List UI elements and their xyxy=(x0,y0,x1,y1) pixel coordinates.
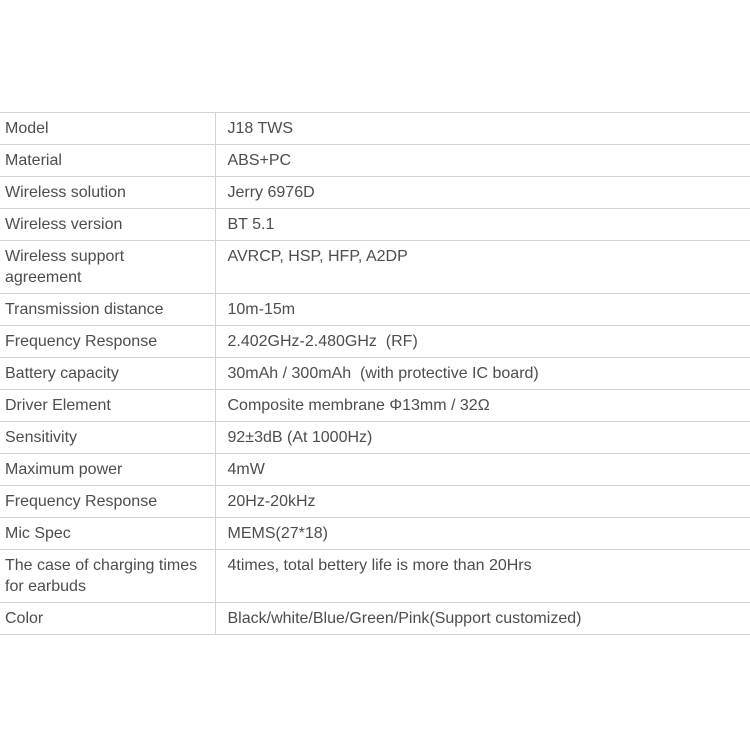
spec-label-cell: Model xyxy=(0,113,215,145)
spec-value-cell: Jerry 6976D xyxy=(215,177,750,209)
spec-label-cell: Maximum power xyxy=(0,454,215,486)
spec-value-cell: Black/white/Blue/Green/Pink(Support customized) xyxy=(215,603,750,635)
table-row xyxy=(0,113,750,145)
table-row xyxy=(0,241,750,294)
spec-table xyxy=(0,112,750,635)
spec-value-cell: 4mW xyxy=(215,454,750,486)
spec-table-body xyxy=(0,113,750,635)
spec-label-cell: Sensitivity xyxy=(0,422,215,454)
spec-label-cell: Color xyxy=(0,603,215,635)
spec-label-cell: Frequency Response xyxy=(0,486,215,518)
table-row xyxy=(0,486,750,518)
spec-label-cell: The case of charging times for earbuds xyxy=(0,550,215,603)
table-row xyxy=(0,603,750,635)
spec-label-cell: Wireless version xyxy=(0,209,215,241)
spec-value-cell: 30mAh / 300mAh (with protective IC board) xyxy=(215,358,750,390)
table-row xyxy=(0,518,750,550)
spec-label-cell: Driver Element xyxy=(0,390,215,422)
spec-value-cell: BT 5.1 xyxy=(215,209,750,241)
table-row xyxy=(0,326,750,358)
spec-value-cell: AVRCP, HSP, HFP, A2DP xyxy=(215,241,750,294)
table-row xyxy=(0,454,750,486)
spec-label-cell: Battery capacity xyxy=(0,358,215,390)
spec-label-cell: Wireless support agreement xyxy=(0,241,215,294)
spec-value-cell: Composite membrane Φ13mm / 32Ω xyxy=(215,390,750,422)
spec-value-cell: 2.402GHz-2.480GHz (RF) xyxy=(215,326,750,358)
table-row xyxy=(0,358,750,390)
table-row xyxy=(0,550,750,603)
table-row xyxy=(0,390,750,422)
table-row xyxy=(0,209,750,241)
table-row xyxy=(0,145,750,177)
spec-value-cell: 20Hz-20kHz xyxy=(215,486,750,518)
spec-value-cell: ABS+PC xyxy=(215,145,750,177)
spec-label-cell: Wireless solution xyxy=(0,177,215,209)
spec-value-cell: 4times, total bettery life is more than 20Hrs xyxy=(215,550,750,603)
spec-label-cell: Transmission distance xyxy=(0,294,215,326)
spec-label-cell: Material xyxy=(0,145,215,177)
table-row xyxy=(0,294,750,326)
spec-value-cell: MEMS(27*18) xyxy=(215,518,750,550)
table-row xyxy=(0,177,750,209)
spec-value-cell: 92±3dB (At 1000Hz) xyxy=(215,422,750,454)
table-row xyxy=(0,422,750,454)
spec-value-cell: J18 TWS xyxy=(215,113,750,145)
spec-value-cell: 10m-15m xyxy=(215,294,750,326)
spec-label-cell: Mic Spec xyxy=(0,518,215,550)
spec-label-cell: Frequency Response xyxy=(0,326,215,358)
